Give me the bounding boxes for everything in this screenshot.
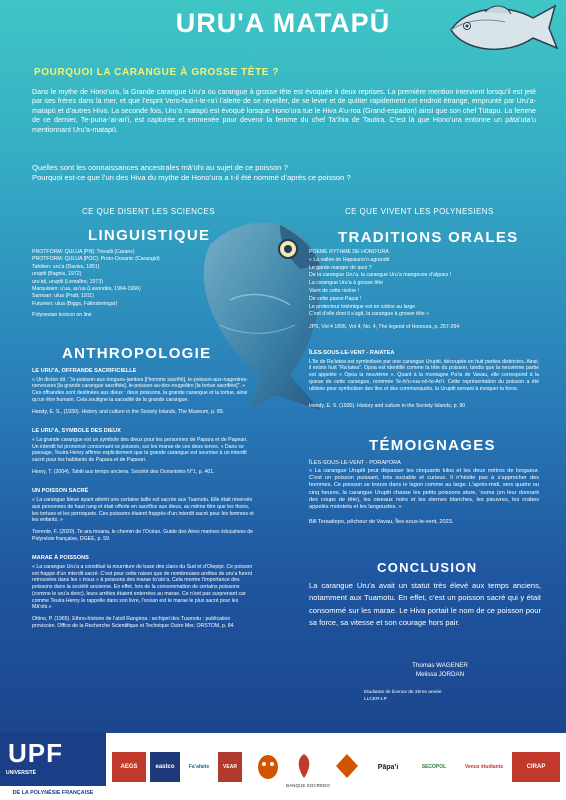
raiatea-block (309, 350, 539, 415)
banque-caption: BANQUE SOCREDO (286, 783, 330, 788)
temoignages-heading: ÎLES-SOUS-LE-VENT - PORAPORA (309, 460, 401, 466)
linguistique-list (32, 249, 202, 320)
right-column-header: CE QUE VIVENT LES POLYNESIENS (345, 207, 494, 216)
traditions-ref-1: JPS, Vol 4 1895, Vol 4, No. 4, The legend of Honoura, p. 257-294 (309, 324, 460, 330)
question-2: Pourquoi est-ce que l’un des Hiva du mythe de Hono’ura a t-il été nommé d’après ce poisson ? (32, 173, 351, 182)
poem-line: C’est d’elle dont il s’agit, la carangue à grosse tête » (309, 311, 429, 318)
raiatea-ref: Handy, E. S. (1930). History and culture in the Society Islands, p. 90 (309, 403, 466, 410)
upf-logo: UPF (8, 738, 63, 768)
poem-line: De cette passe Papai ! (309, 295, 362, 302)
ling-line: Marquisien: u’ua, au’ua (Lavondès, 1964-1966) (32, 286, 141, 293)
partner-logo[interactable]: eastco (150, 752, 180, 782)
raiatea-body: L’île de Ra’iatea est symbolisée par une carangue Urupiti, découpée en huit parties distinctes. Ainsi, il existe huit “Ra’iatea”. Opoa est identifié comme la tête du poisson, tandis que la neuvième partie est appelée « Opoa la neuvième ». Quant à la montagne Pa’ia de Vavau, elle correspond à la queue de cette carangue, nommée Te-hi’u-rua-nō-te-Ari’i. Cette représentation du poisson a été utilisée pour symboliser des îles et des communautés, la Urupiti servant à évoquer la force. (309, 358, 539, 392)
students-line: Etudiants de licence de 3ème année (364, 690, 442, 695)
raiatea-heading: ÎLES-SOUS-LE-VENT - RAIATEA (309, 350, 395, 356)
partner-logo[interactable]: Fa’afaite (188, 764, 210, 770)
poem-line: POEME RYTHME DE HONO’URA (309, 249, 389, 255)
anthro-ref: Torrente, F. (2020). Te ara moana, le chemin de l’Océan. Guide des Aires marines éducatives de Polynésie française, DGEE, p. 59. (32, 528, 254, 542)
research-questions (32, 163, 472, 183)
banque-socredo-icon (292, 752, 316, 780)
upf-university-name: DE LA POLYNÉSIE FRANÇAISE (0, 786, 106, 800)
temoignages-ref: Bill Teraaitepo, pêcheur de Vavau, Îles-sous-le-vent, 2023. (309, 519, 454, 526)
author-name: Thomas WAGENER (412, 662, 468, 669)
question-1: Quelles sont les connaissances ancestrales mā’ohi au sujet de ce poisson ? (32, 163, 288, 172)
linguistique-title: LINGUISTIQUE (88, 227, 211, 244)
students-note (364, 690, 504, 703)
left-column-header: CE QUE DISENT LES SCIENCES (82, 207, 215, 216)
poem-line: La carangue Uru’a à grosse tête (309, 280, 384, 287)
ling-line: Samoan: ulua (Pratt, 1911) (32, 293, 94, 300)
ling-line: PROTFORM: QULUA [PN]: Trevalli (Caranx) (32, 249, 135, 255)
anthro-heading: LE URU’A, OFFRANDE SACRIFICIELLE (32, 368, 137, 374)
anthro-ref: Henry, T. (2004). Tahiti aux temps anciens. Société des Océanistes N°1, p. 401. (32, 468, 215, 475)
anthro-heading: UN POISSON SACRÉ (32, 488, 89, 495)
tiki-logo-icon (256, 754, 280, 780)
anthropologie-title: ANTHROPOLOGIE (62, 345, 212, 362)
temoignages-body: « La carangue Urupiti peut dépasser les cinquante kilos et les deux mètres de longueur. C’est un poisson puissant, très sociable et curieux. Il n’hésite pas à s’approcher des hommes. Ce poisson se trouve dans le lagon comme au large. L’après-midi, vers quatre ou cinq heures, la carangue Urupiti chasse les petits poissons ature, ‘ouma (en leur donnant des coups de tête), les oiseaux noirs et les sternes blanches, les pieuvres, les crabes appelés mototeta et les langoustes. » (309, 468, 539, 511)
subtitle: POURQUOI LA CARANGUE À GROSSE TÊTE ? (34, 67, 280, 78)
ling-line: Tahitien: uru’a (Davies, 1851) (32, 263, 100, 270)
ling-line: Polynesian lexicon on line (32, 312, 92, 319)
ling-line: PROTFORM: QULUA [POC]: Proto-Oceanic (Carangid) (32, 256, 160, 263)
author-name: Melissa JORDAN (415, 671, 465, 678)
poster-title: URU'A MATAPŪ (175, 8, 391, 38)
upf-university-label: UNIVERSITÉ (6, 770, 37, 776)
intro-paragraph: Dans le mythe de Hono’ura, la Grande carangue Uru’a ou carangue à grosse tête est évoquée à deux reprises. La première mention intervient lorsqu’il est jeté par ses frères dans la mer, et que l’esprit Vero-huti-i-te-ra’i l’alerte de se réveiller, de se lever et de quitter rapidement cet endroit étrange, emprunté par Uru’a-matapū et d’autres Hiva. La seconde fois, Uru’a matapū est évoqué lorsque Hono’ura tue le Hiva A’u-roa (Grand-espadon) ainsi que son chef Tūtapu. La femme de ce dernier, Te-puna-’ai-ari’i, est capturée et emmenée pour devenir la femme du chef Ta’ihia de Tautira. C’est là que Hono’ura entonne un pāta’uta’u mentionnant Uru’a-matapū. (32, 88, 536, 134)
anthro-body: « La carangue bleue ayant atteint une certaine taille est sacrée aux Tuamotu. Elle était réservée aux personnes de haut rang et était offerte en sacrifice aux dieux, au même titre que les thons, les tortues et les perroquets. Ces poissons étaient frappés d’un interdit sacré pour les femmes et les enfants. » (32, 497, 254, 524)
anthro-ref: Handy, E. S., (1930). History and culture in the Society Islands, The Museum, p. 89. (32, 408, 225, 415)
partner-logo[interactable]: Venus étudiants (464, 764, 504, 770)
partner-logo[interactable]: VEAR (218, 752, 242, 782)
anthro-body: « La carangue Uru’a a constitué la nourriture de base des clans du Sud et d’Otepipi. Ce poisson est frappé d’un interdit sacré. C’est pour cette raison que de nombreuses arrêtes de uru’a furent retrouvées dans les « trous » à poissons des marae to’ato’a. Cela montre l’importance des poissons dans la société ancienne. En effet, lors de la consommation de certains poissons (comme le uru’a donc), leurs arrêtes étaient enterrées au marae. Ce n’est pas surprenant car comme Teuira Henry le rappelle dans son livre, l’océan est le marae le plus sacré pour les Mā’ohi.» (32, 564, 253, 611)
anthro-heading: LE URU’A, SYMBOLE DES DIEUX (32, 428, 121, 435)
partner-logo[interactable]: Pāpa’i (377, 763, 399, 771)
poem-line: De la carangue Uru’a, la carangue Uru’a mangeuse d’algues ! (309, 272, 452, 279)
ling-line: urupiti (Bagnis, 1972) (32, 271, 82, 278)
conclusion-text: La carangue Uru’a avait un statut très élevé aux temps anciens, notamment aux Tuamotu. En effet, c’est un poisson sacré qui y était consommé sur les marae. Le Hiva portait le nom de ce poisson pour sa force, sa vitesse et son courage hors pair. (309, 581, 541, 628)
ling-line: Futunien: ulua (Biggs, Fältnsteringar) (32, 300, 118, 307)
traditions-poem (309, 249, 539, 319)
anthro-body: « Un dicton dit : “le-poisson-aux-longues-jambes [l’homme sacrifié], le-poisson-aux-nageoires-nerveuses [la grande carangue sacrifiée], le-poisson-au-dos-rougeâtre [la tortue sacrifiée]”. » Ces offrandes sont destinées aux dieux : deux poissons, la grande carangue et la tortue, ainsi qu’un être humain. Cela souligne la sacralité de la grande carangue. (32, 376, 248, 403)
poem-line: Le garde-manger de quoi ? (309, 264, 372, 271)
students-line: LLCER-LP (364, 696, 387, 702)
authors (390, 661, 490, 679)
anthro-ref: Ottino, P. (1965). Ethno-histoire de l’atoll Rangiroa : archipel des Tuamotu : publication provisoire. Office de la Recherche Scientifique et Technique Outre Mer, ORSTOM, p. 84 (32, 615, 234, 629)
poem-line: « La vallée de Hapaiano’o agrandit (309, 256, 390, 263)
temoignages-title: TÉMOIGNAGES (369, 437, 496, 454)
conclusion-title: CONCLUSION (377, 560, 478, 575)
fish-illustration-small (445, 0, 563, 58)
temoignages-block (309, 460, 539, 526)
anthro-heading: MARAE À POISSONS (32, 555, 89, 562)
traditions-title: TRADITIONS ORALES (338, 229, 519, 246)
poem-line: Vient de cette rivière ! (309, 287, 360, 294)
anthropologie-entries (32, 368, 254, 634)
shell-logo-icon (334, 752, 360, 780)
partner-logo[interactable]: SECOPOL (421, 764, 447, 770)
poem-line: Le protecteur totémique est en colère au large (309, 303, 416, 310)
anthro-body: « La grande carangue est un symbole des dieux pour les personnes de Papara et de Papeari. Un interdit fut prononcé concernant ce poisson, sur les marae de ces deux terres. » Dans ce passage, Teuira Henry affirme explicitement que la grande carangue est soumise à un interdit sacré pour les habitants de Papara et de Papeari. (32, 436, 248, 464)
partner-logo[interactable]: CIRAP (512, 752, 560, 782)
ling-line: uru’ati, urupiti (Lemaître, 1973) (32, 278, 103, 285)
partner-logo[interactable]: AEGS (112, 752, 146, 782)
